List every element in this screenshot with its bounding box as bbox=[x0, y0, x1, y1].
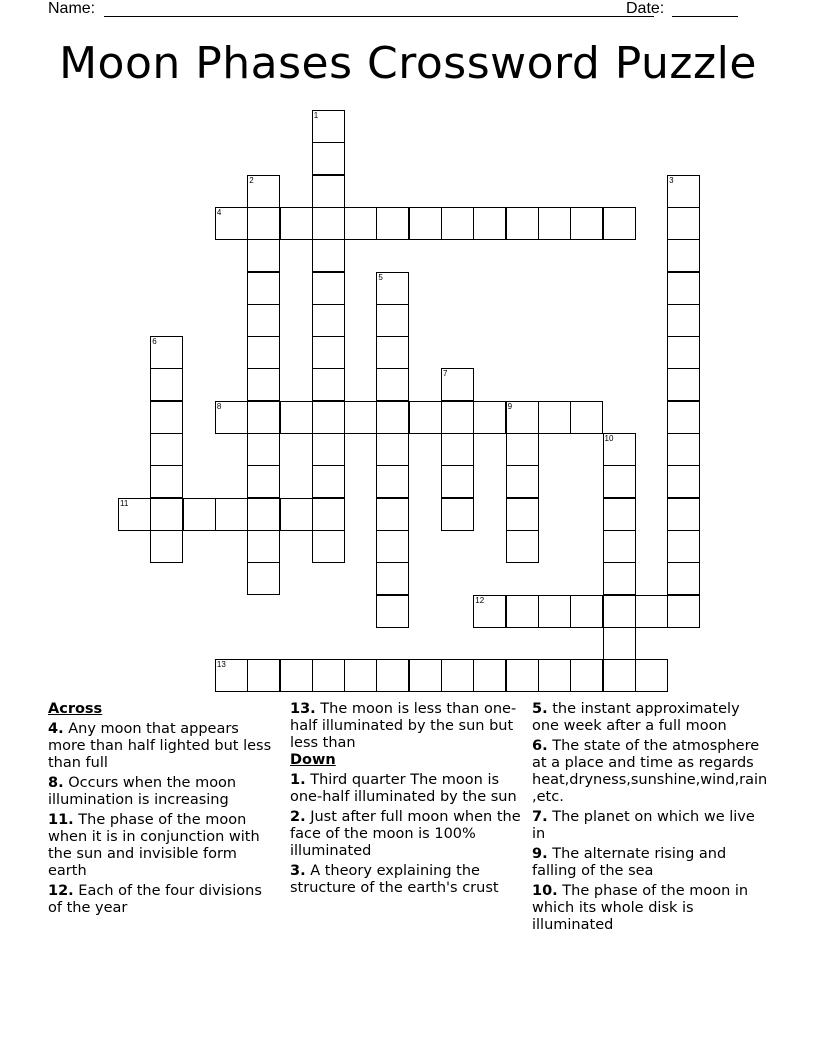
cell-number: 10 bbox=[604, 434, 614, 443]
cell-number: 8 bbox=[216, 401, 222, 411]
crossword-cell[interactable] bbox=[538, 401, 571, 434]
clue-across-4 bbox=[48, 721, 280, 772]
clue-number: 9. bbox=[532, 846, 548, 862]
crossword-cell[interactable] bbox=[506, 659, 539, 692]
crossword-cell[interactable] bbox=[312, 401, 345, 434]
crossword-cell[interactable] bbox=[344, 401, 377, 434]
crossword-cell[interactable] bbox=[247, 659, 280, 692]
cell-number: 6 bbox=[152, 337, 157, 347]
crossword-cell[interactable] bbox=[441, 433, 474, 466]
crossword-cell[interactable] bbox=[344, 659, 377, 692]
crossword-cell[interactable] bbox=[409, 659, 442, 692]
crossword-cell[interactable] bbox=[667, 207, 700, 240]
crossword-cell[interactable] bbox=[150, 433, 183, 466]
clue-number: 5. bbox=[532, 701, 548, 717]
crossword-cell[interactable] bbox=[215, 498, 248, 531]
crossword-cell[interactable] bbox=[215, 207, 248, 240]
crossword-cell[interactable] bbox=[667, 498, 700, 531]
crossword-cell[interactable] bbox=[506, 433, 539, 466]
clue-number: 4. bbox=[48, 721, 64, 737]
crossword-cell[interactable] bbox=[183, 498, 216, 531]
crossword-cell[interactable] bbox=[667, 175, 700, 208]
clue-text: The state of the atmosphere at a place and time as regards heat,dryness,sunshine,wind,rain,etc. bbox=[532, 738, 768, 805]
crossword-cell[interactable] bbox=[280, 498, 313, 531]
crossword-cell[interactable] bbox=[312, 304, 345, 337]
crossword-cell[interactable] bbox=[667, 304, 700, 337]
clue-down-10 bbox=[532, 883, 768, 934]
cell-number: 9 bbox=[507, 401, 513, 411]
clue-down-3 bbox=[290, 863, 522, 897]
crossword-cell[interactable] bbox=[312, 175, 345, 208]
crossword-cell[interactable] bbox=[376, 562, 409, 595]
clue-text: the instant approximately one week after a full moon bbox=[532, 701, 740, 734]
cell-number: 12 bbox=[475, 595, 485, 605]
crossword-cell[interactable] bbox=[570, 401, 603, 434]
cell-number: 5 bbox=[378, 272, 383, 282]
crossword-cell[interactable] bbox=[603, 207, 636, 240]
crossword-cell[interactable] bbox=[409, 207, 442, 240]
crossword-cell[interactable] bbox=[247, 498, 280, 531]
cell-number: 1 bbox=[313, 111, 319, 120]
crossword-cell[interactable] bbox=[247, 207, 280, 240]
crossword-cell[interactable] bbox=[247, 175, 280, 208]
crossword-cell[interactable] bbox=[150, 401, 183, 434]
cell-number: 4 bbox=[216, 207, 222, 217]
crossword-cell[interactable] bbox=[247, 239, 280, 272]
crossword-cell[interactable] bbox=[603, 465, 636, 498]
crossword-cell[interactable] bbox=[150, 498, 183, 531]
crossword-cell[interactable] bbox=[312, 368, 345, 401]
crossword-cell[interactable] bbox=[506, 595, 539, 628]
clue-number: 3. bbox=[290, 863, 306, 879]
clues-column-3 bbox=[532, 701, 768, 934]
crossword-cell[interactable] bbox=[603, 530, 636, 563]
clue-number: 7. bbox=[532, 809, 548, 825]
crossword-cell[interactable] bbox=[603, 627, 636, 660]
crossword-cell[interactable] bbox=[538, 207, 571, 240]
crossword-cell[interactable] bbox=[441, 207, 474, 240]
cell-number: 2 bbox=[249, 175, 254, 185]
crossword-cell[interactable] bbox=[376, 401, 409, 434]
cell-number: 7 bbox=[443, 369, 448, 379]
crossword-cell[interactable] bbox=[312, 433, 345, 466]
clue-down-5 bbox=[532, 701, 768, 735]
crossword-cell[interactable] bbox=[376, 336, 409, 369]
crossword-cell[interactable] bbox=[376, 498, 409, 531]
clues-column-2 bbox=[290, 701, 522, 897]
crossword-cell[interactable] bbox=[247, 401, 280, 434]
crossword-cell[interactable] bbox=[312, 207, 345, 240]
crossword-cell[interactable] bbox=[312, 142, 345, 175]
clue-number: 11. bbox=[48, 812, 74, 828]
clue-text: A theory explaining the structure of the earth's crust bbox=[290, 863, 499, 896]
crossword-cell[interactable] bbox=[667, 530, 700, 563]
crossword-cell[interactable] bbox=[312, 110, 345, 143]
crossword-cell[interactable] bbox=[667, 239, 700, 272]
crossword-cell[interactable] bbox=[247, 304, 280, 337]
crossword-cell[interactable] bbox=[376, 304, 409, 337]
crossword-cell[interactable] bbox=[667, 465, 700, 498]
crossword-cell[interactable] bbox=[603, 595, 636, 628]
clue-text: The phase of the moon in which its whole disk is illuminated bbox=[532, 883, 749, 933]
clue-number: 10. bbox=[532, 883, 558, 899]
cell-number: 13 bbox=[216, 660, 226, 670]
crossword-cell[interactable] bbox=[150, 530, 183, 563]
clue-number: 13. bbox=[290, 701, 316, 717]
crossword-cell[interactable] bbox=[441, 368, 474, 401]
clue-text: Each of the four divisions of the year bbox=[48, 883, 262, 916]
crossword-cell[interactable] bbox=[312, 498, 345, 531]
crossword-cell[interactable] bbox=[280, 207, 313, 240]
crossword-cell[interactable] bbox=[247, 433, 280, 466]
crossword-cell[interactable] bbox=[247, 530, 280, 563]
crossword-cell[interactable] bbox=[506, 530, 539, 563]
crossword-cell[interactable] bbox=[667, 562, 700, 595]
clue-down-7 bbox=[532, 809, 768, 843]
crossword-cell[interactable] bbox=[376, 530, 409, 563]
crossword-cell[interactable] bbox=[603, 659, 636, 692]
crossword-cell[interactable] bbox=[376, 595, 409, 628]
clue-text: Any moon that appears more than half lighted but less than full bbox=[48, 721, 272, 771]
name-label: Name: bbox=[48, 0, 96, 17]
crossword-cell[interactable] bbox=[312, 465, 345, 498]
clue-number: 2. bbox=[290, 809, 306, 825]
clue-across-8 bbox=[48, 775, 280, 809]
crossword-cell[interactable] bbox=[667, 433, 700, 466]
crossword-cell[interactable] bbox=[118, 498, 151, 531]
clue-text: The moon is less than one-half illuminated by the sun but less than bbox=[290, 701, 517, 751]
crossword-cell[interactable] bbox=[570, 659, 603, 692]
clue-text: The planet on which we live in bbox=[532, 809, 755, 842]
crossword-cell[interactable] bbox=[376, 368, 409, 401]
crossword-cell[interactable] bbox=[473, 595, 506, 628]
clue-across-12 bbox=[48, 883, 280, 917]
crossword-cell[interactable] bbox=[150, 465, 183, 498]
crossword-cell[interactable] bbox=[247, 272, 280, 305]
crossword-cell[interactable] bbox=[506, 207, 539, 240]
clue-down-6 bbox=[532, 738, 768, 806]
crossword-cell[interactable] bbox=[603, 562, 636, 595]
crossword-cell[interactable] bbox=[441, 465, 474, 498]
crossword-cell[interactable] bbox=[376, 433, 409, 466]
crossword-cell[interactable] bbox=[376, 659, 409, 692]
crossword-cell[interactable] bbox=[473, 659, 506, 692]
crossword-cell[interactable] bbox=[247, 562, 280, 595]
cell-number: 3 bbox=[669, 175, 674, 185]
clues-column-1 bbox=[48, 701, 280, 917]
clue-number: 12. bbox=[48, 883, 74, 899]
clue-text: The alternate rising and falling of the sea bbox=[532, 846, 727, 879]
clue-down-1 bbox=[290, 772, 522, 806]
crossword-cell[interactable] bbox=[215, 401, 248, 434]
crossword-cell[interactable] bbox=[667, 336, 700, 369]
crossword-cell[interactable] bbox=[603, 433, 636, 466]
clue-across-11 bbox=[48, 812, 280, 880]
crossword-cell[interactable] bbox=[280, 659, 313, 692]
down-heading: Down bbox=[290, 752, 336, 768]
crossword-cell[interactable] bbox=[441, 498, 474, 531]
crossword-cell[interactable] bbox=[506, 401, 539, 434]
crossword-cell[interactable] bbox=[603, 498, 636, 531]
crossword-cell[interactable] bbox=[312, 336, 345, 369]
crossword-cell[interactable] bbox=[280, 401, 313, 434]
clue-text: Occurs when the moon illumination is increasing bbox=[48, 775, 237, 808]
clue-number: 1. bbox=[290, 772, 306, 788]
crossword-cell[interactable] bbox=[506, 465, 539, 498]
crossword-cell[interactable] bbox=[667, 368, 700, 401]
crossword-cell[interactable] bbox=[538, 659, 571, 692]
across-heading: Across bbox=[48, 701, 103, 717]
crossword-cell[interactable] bbox=[570, 595, 603, 628]
crossword-cell[interactable] bbox=[538, 595, 571, 628]
crossword-cell[interactable] bbox=[344, 207, 377, 240]
crossword-cell[interactable] bbox=[441, 659, 474, 692]
crossword-cell[interactable] bbox=[409, 401, 442, 434]
crossword-cell[interactable] bbox=[312, 239, 345, 272]
crossword-cell[interactable] bbox=[247, 336, 280, 369]
date-label: Date: bbox=[626, 0, 665, 17]
clue-down-9 bbox=[532, 846, 768, 880]
crossword-cell[interactable] bbox=[506, 498, 539, 531]
crossword-cell[interactable] bbox=[667, 272, 700, 305]
clue-across-13 bbox=[290, 701, 522, 752]
crossword-cell[interactable] bbox=[150, 336, 183, 369]
clue-text: The phase of the moon when it is in conjunction with the sun and invisible form earth bbox=[48, 812, 260, 879]
crossword-cell[interactable] bbox=[667, 595, 700, 628]
crossword-cell[interactable] bbox=[376, 465, 409, 498]
crossword-cell[interactable] bbox=[150, 368, 183, 401]
crossword-cell[interactable] bbox=[312, 530, 345, 563]
clue-number: 8. bbox=[48, 775, 64, 791]
crossword-cell[interactable] bbox=[247, 368, 280, 401]
cell-number: 11 bbox=[120, 498, 129, 508]
crossword-cell[interactable] bbox=[312, 272, 345, 305]
crossword-cell[interactable] bbox=[635, 595, 668, 628]
page-title: Moon Phases Crossword Puzzle bbox=[59, 38, 757, 89]
crossword-cell[interactable] bbox=[473, 401, 506, 434]
crossword-cell[interactable] bbox=[247, 465, 280, 498]
crossword-cell[interactable] bbox=[376, 272, 409, 305]
clue-text: Third quarter The moon is one-half illuminated by the sun bbox=[290, 772, 517, 805]
crossword-cell[interactable] bbox=[376, 207, 409, 240]
clue-text: Just after full moon when the face of the moon is 100% illuminated bbox=[290, 809, 521, 859]
clue-number: 6. bbox=[532, 738, 548, 754]
crossword-cell[interactable] bbox=[441, 401, 474, 434]
clue-down-2 bbox=[290, 809, 522, 860]
crossword-cell[interactable] bbox=[473, 207, 506, 240]
crossword-cell[interactable] bbox=[312, 659, 345, 692]
crossword-cell[interactable] bbox=[570, 207, 603, 240]
crossword-cell[interactable] bbox=[667, 401, 700, 434]
crossword-cell[interactable] bbox=[635, 659, 668, 692]
crossword-cell[interactable] bbox=[215, 659, 248, 692]
